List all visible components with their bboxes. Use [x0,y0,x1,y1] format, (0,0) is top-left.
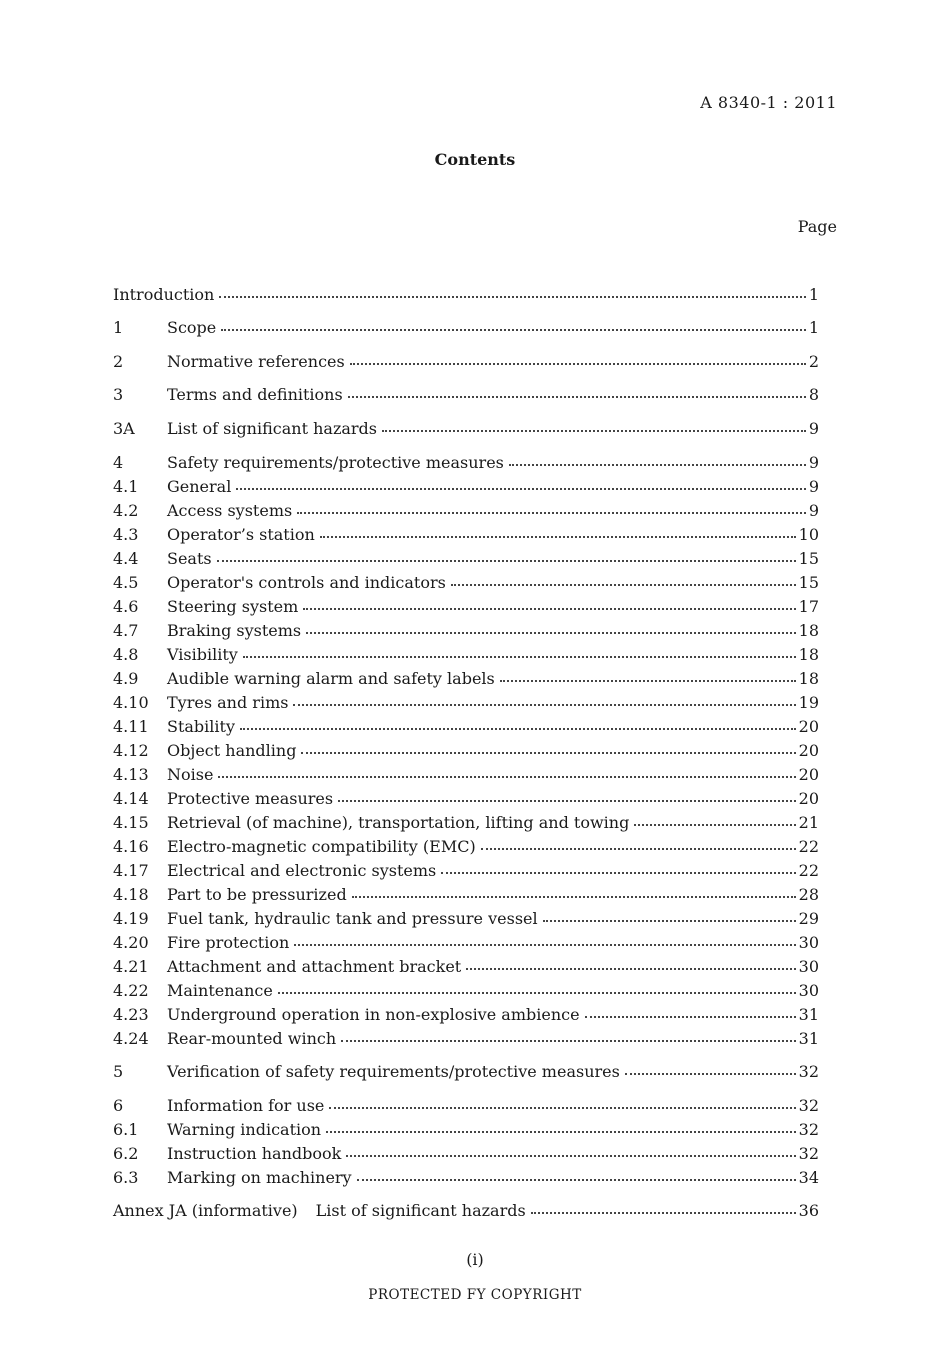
toc-entry[interactable] [113,1000,819,1024]
toc-entry-label: Marking on machinery [167,1168,352,1187]
toc-entry[interactable] [113,664,819,688]
toc-entry-page: 29 [798,909,819,928]
toc-entry[interactable] [113,380,819,404]
toc-entry[interactable] [113,760,819,784]
toc-entry-page: 9 [808,477,819,496]
toc-entry-page: 21 [798,813,819,832]
toc-entry-label: Normative references [167,352,345,371]
toc-entry-page: 36 [798,1201,819,1220]
dot-leader [543,920,796,922]
dot-leader [218,776,795,778]
toc-entry-label: Noise [167,765,214,784]
toc-entry-number: 1 [113,318,124,337]
dot-leader [303,608,795,610]
dot-leader [481,848,796,850]
toc-entry-page: 2 [808,352,819,371]
toc-entry[interactable] [113,688,819,712]
dot-leader [341,1040,796,1042]
dot-leader [301,752,795,754]
toc-entry-number: 4.12 [113,741,149,760]
page-column-label: Page [797,217,837,236]
toc-entry[interactable] [113,280,819,304]
dot-leader [451,584,796,586]
toc-entry-label: Information for use [167,1096,325,1115]
dot-leader [221,329,806,331]
dot-leader [531,1212,796,1214]
toc-entry-page: 18 [798,669,819,688]
dot-leader [634,824,795,826]
dot-leader [293,704,795,706]
dot-leader [338,800,796,802]
toc-entry[interactable] [113,856,819,880]
toc-entry-number: 4.3 [113,525,139,544]
toc-entry-label: Protective measures [167,789,334,808]
toc-entry-page: 30 [798,957,819,976]
dot-leader [441,872,795,874]
toc-entry-label: Instruction handbook [167,1144,342,1163]
dot-leader [219,296,805,298]
toc-entry-number: 6.3 [113,1168,139,1187]
toc-entry-number: 4.17 [113,861,149,880]
dot-leader [278,992,796,994]
toc-entry-label: Steering system [167,597,299,616]
toc-entry[interactable] [113,313,819,337]
toc-entry-label: Braking systems [167,621,302,640]
dot-leader [329,1107,795,1109]
toc-entry[interactable] [113,568,819,592]
dot-leader [625,1073,796,1075]
toc-entry-number: 6 [113,1096,124,1115]
toc-entry[interactable] [113,832,819,856]
toc-entry-label: Seats [167,549,212,568]
toc-entry-number: 4 [113,453,124,472]
toc-entry[interactable] [113,347,819,371]
toc-entry[interactable] [113,880,819,904]
toc-entry-number: 4.6 [113,597,139,616]
toc-entry-page: 20 [798,717,819,736]
toc-entry-label: Retrieval (of machine), transportation, lifting and towing [167,813,630,832]
dot-leader [352,896,796,898]
toc-entry[interactable] [113,414,819,438]
dot-leader [217,560,796,562]
toc-entry-label: Underground operation in non-explosive ambience [167,1005,580,1024]
toc-entry[interactable] [113,976,819,1000]
toc-entry-page: 30 [798,981,819,1000]
toc-entry-page: 18 [798,645,819,664]
toc-entry-page: 30 [798,933,819,952]
dot-leader [350,363,806,365]
toc-entry-label: Terms and definitions [167,385,343,404]
toc-entry-page: 8 [808,385,819,404]
toc-entry-number: 4.7 [113,621,139,640]
toc-entry-page: 22 [798,837,819,856]
toc-entry-annex[interactable] [113,1196,819,1220]
toc-entry-label: Visibility [167,645,238,664]
dot-leader [294,944,795,946]
dot-leader [348,396,806,398]
toc-entry-label: General [167,477,232,496]
toc-entry[interactable] [113,640,819,664]
toc-entry-number: 5 [113,1062,124,1081]
toc-entry-number: 4.1 [113,477,139,496]
dot-leader [500,680,796,682]
toc-entry[interactable] [113,952,819,976]
toc-entry-page: 31 [798,1005,819,1024]
toc-entry-number: 4.22 [113,981,149,1000]
toc-entry[interactable] [113,736,819,760]
copyright-footer: PROTECTED FY COPYRIGHT [368,1287,582,1303]
toc-entry-label: Object handling [167,741,297,760]
toc-entry-number: 4.13 [113,765,149,784]
annex-prefix: Annex JA (informative) [113,1201,298,1220]
toc-entry-label: Maintenance [167,981,273,1000]
toc-entry-page: 9 [808,453,819,472]
toc-entry-number: 4.24 [113,1029,149,1048]
toc-entry[interactable] [113,904,819,928]
toc-entry-page: 18 [798,621,819,640]
dot-leader [236,488,805,490]
toc-entry-label: Safety requirements/protective measures [167,453,504,472]
toc-entry-number: 3 [113,385,124,404]
toc-entry-label: Access systems [167,501,293,520]
page-title: Contents [434,150,516,169]
page-number: (i) [466,1250,484,1269]
toc-entry[interactable] [113,784,819,808]
toc-entry[interactable] [113,1057,819,1081]
toc-entry-label: Fuel tank, hydraulic tank and pressure vessel [167,909,538,928]
toc-entry[interactable] [113,448,819,472]
toc-entry-number: 6.2 [113,1144,139,1163]
toc-entry-page: 34 [798,1168,819,1187]
toc-entry-number: 4.19 [113,909,149,928]
dot-leader [585,1016,796,1018]
toc-entry-label: Electrical and electronic systems [167,861,437,880]
toc-entry-number: 4.14 [113,789,149,808]
toc-entry-page: 32 [798,1144,819,1163]
toc-entry[interactable] [113,1091,819,1115]
toc-entry-page: 1 [808,318,819,337]
toc-entry-page: 1 [808,285,819,304]
toc-entry-number: 4.18 [113,885,149,904]
toc-entry-number: 4.8 [113,645,139,664]
dot-leader [306,632,796,634]
toc-entry-label: List of significant hazards [315,1201,526,1220]
toc-entry-label: Operator's controls and indicators [167,573,446,592]
toc-entry-label: Introduction [113,285,215,304]
toc-entry[interactable] [113,712,819,736]
toc-entry-page: 19 [798,693,819,712]
toc-entry-label: Verification of safety requirements/protective measures [167,1062,620,1081]
toc-entry[interactable] [113,520,819,544]
toc-entry-page: 28 [798,885,819,904]
toc-entry-number: 3A [113,419,135,438]
toc-entry[interactable] [113,1115,819,1139]
toc-entry-page: 9 [808,501,819,520]
dot-leader [326,1131,796,1133]
toc-entry-label: Electro-magnetic compatibility (EMC) [167,837,476,856]
toc-entry-label: Stability [167,717,235,736]
toc-entry-page: 15 [798,549,819,568]
toc-entry-number: 4.9 [113,669,139,688]
dot-leader [243,656,796,658]
toc-entry-number: 4.4 [113,549,139,568]
toc-entry-page: 20 [798,741,819,760]
toc-entry[interactable] [113,808,819,832]
toc-entry-page: 17 [798,597,819,616]
toc-entry-page: 15 [798,573,819,592]
toc-entry-number: 4.11 [113,717,149,736]
document-id: A 8340-1 : 2011 [700,93,837,112]
dot-leader [382,430,806,432]
toc-entry-page: 20 [798,789,819,808]
toc-entry[interactable] [113,928,819,952]
toc-entry-page: 32 [798,1120,819,1139]
toc-entry[interactable] [113,616,819,640]
dot-leader [466,968,795,970]
dot-leader [346,1155,795,1157]
toc-entry-number: 4.2 [113,501,139,520]
toc-entry-page: 10 [798,525,819,544]
toc-entry-label: Audible warning alarm and safety labels [167,669,495,688]
toc-entry-label: Part to be pressurized [167,885,347,904]
toc-entry-number: 2 [113,352,124,371]
dot-leader [509,464,806,466]
toc-entry-label: List of significant hazards [167,419,378,438]
dot-leader [357,1179,796,1181]
toc-entry-page: 31 [798,1029,819,1048]
toc-entry-number: 6.1 [113,1120,139,1139]
toc-entry-number: 4.16 [113,837,149,856]
toc-entry-label: Rear-mounted winch [167,1029,337,1048]
toc-entry[interactable] [113,1024,819,1048]
toc-entry[interactable] [113,496,819,520]
dot-leader [320,536,796,538]
dot-leader [297,512,806,514]
toc-entry-page: 20 [798,765,819,784]
toc-entry[interactable] [113,544,819,568]
toc-entry-label: Fire protection [167,933,290,952]
toc-entry-page: 32 [798,1096,819,1115]
toc-entry-number: 4.15 [113,813,149,832]
toc-entry[interactable] [113,592,819,616]
toc-entry-number: 4.21 [113,957,149,976]
toc-entry-number: 4.20 [113,933,149,952]
toc-entry-label: Operator’s station [167,525,315,544]
toc-entry[interactable] [113,1139,819,1163]
toc-entry-label: Tyres and rims [167,693,289,712]
toc-entry-label: Warning indication [167,1120,322,1139]
toc-entry-page: 9 [808,419,819,438]
toc-entry-label: Attachment and attachment bracket [167,957,462,976]
toc-entry-number: 4.10 [113,693,149,712]
toc-entry-page: 22 [798,861,819,880]
toc-entry-label: Scope [167,318,217,337]
toc-entry[interactable] [113,1163,819,1187]
toc-entry-page: 32 [798,1062,819,1081]
toc-entry-number: 4.5 [113,573,139,592]
toc-entry[interactable] [113,472,819,496]
dot-leader [240,728,796,730]
toc-entry-number: 4.23 [113,1005,149,1024]
